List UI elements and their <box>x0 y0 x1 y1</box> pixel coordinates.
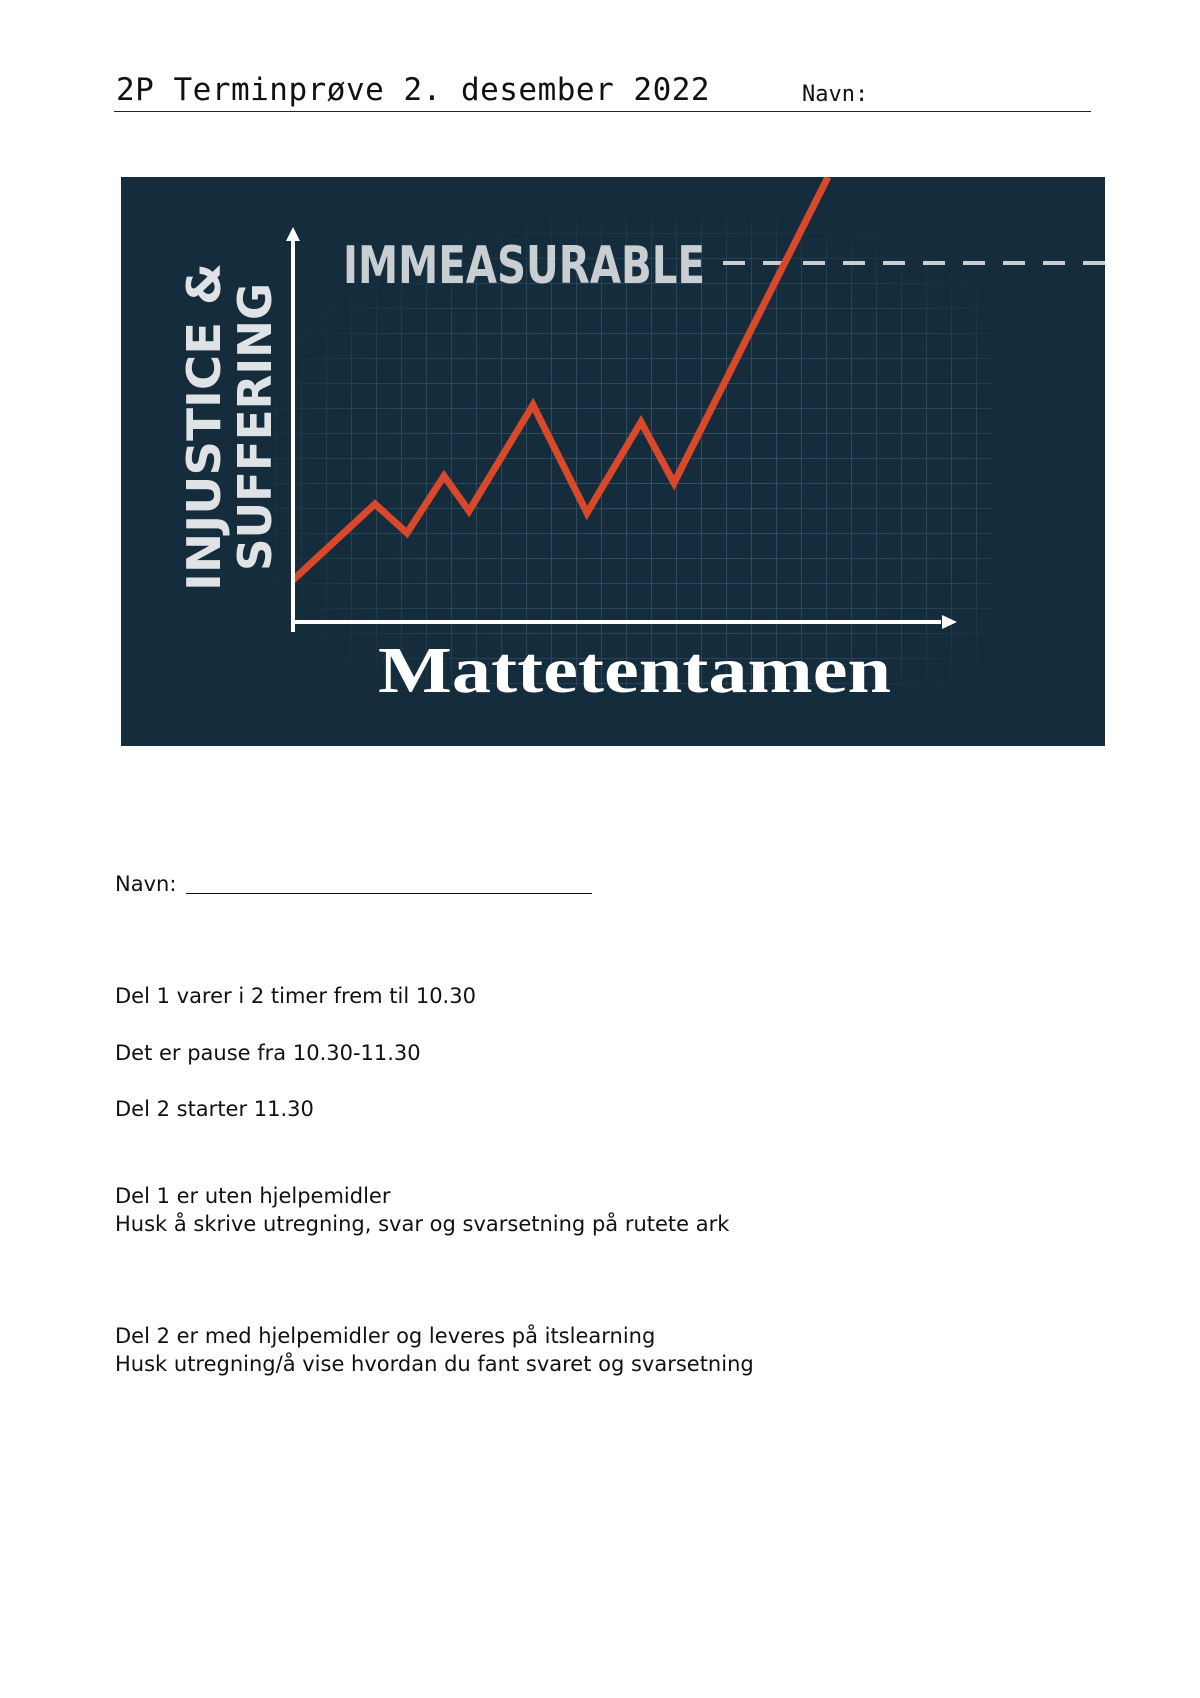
instruction-del1-duration: Del 1 varer i 2 timer frem til 10.30 <box>115 984 476 1008</box>
y-axis-label-line1: INJUSTICE & <box>177 277 231 591</box>
instruction-del2-start: Del 2 starter 11.30 <box>115 1097 314 1121</box>
exam-title: 2P Terminprøve 2. desember 2022 <box>116 72 711 108</box>
name-input-line[interactable] <box>186 893 592 894</box>
top-label: IMMEASURABLE <box>343 236 705 296</box>
instruction-del2-title: Del 2 er med hjelpemidler og leveres på itslearning <box>115 1324 656 1348</box>
instruction-pause: Det er pause fra 10.30-11.30 <box>115 1041 421 1065</box>
instruction-del2-note: Husk utregning/å vise hvordan du fant svaret og svarsetning <box>115 1352 754 1376</box>
cover-caption: Mattetentamen <box>378 634 891 707</box>
name-label: Navn: <box>115 872 177 896</box>
header-underline <box>114 111 1091 112</box>
header-name-label: Navn: <box>802 82 869 107</box>
y-axis-label-line2: SUFFERING <box>228 277 282 571</box>
instruction-del1-note: Husk å skrive utregning, svar og svarsetning på rutete ark <box>115 1212 730 1236</box>
instruction-del1-title: Del 1 er uten hjelpemidler <box>115 1184 391 1208</box>
y-axis-label <box>177 263 282 591</box>
cover-image <box>121 177 1105 746</box>
name-field <box>115 872 592 896</box>
